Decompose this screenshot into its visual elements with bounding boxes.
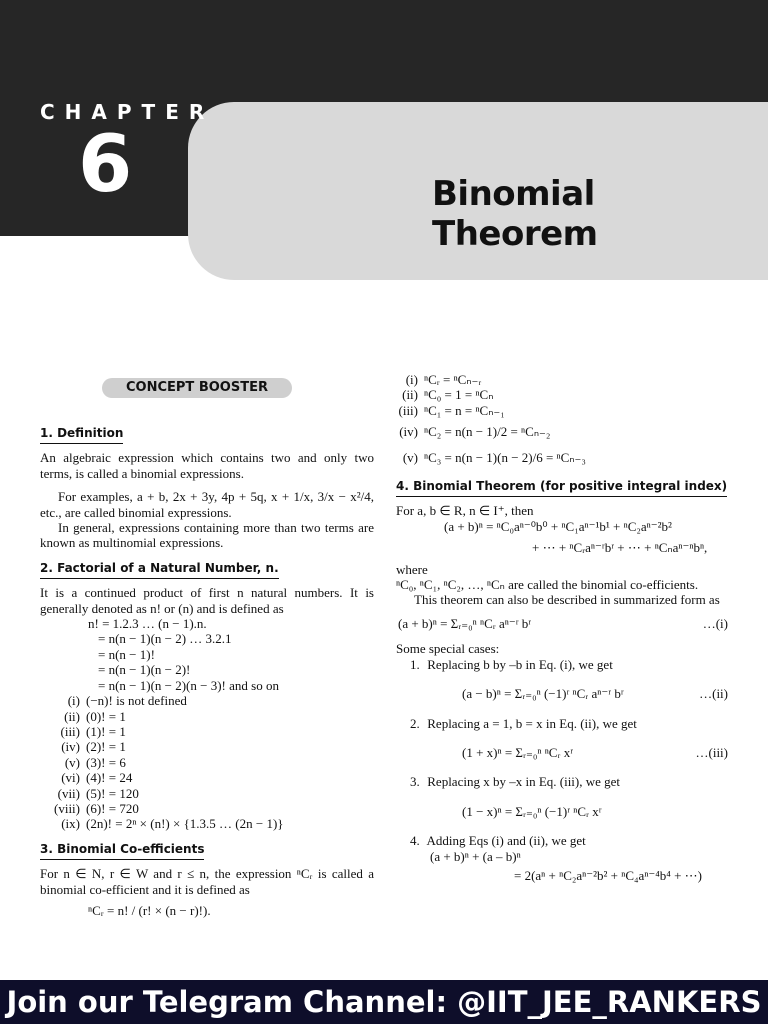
coefficient-definition-eq: ⁿCᵣ = n! / (r! × (n − r)!). [88,902,211,918]
section-coefficients-heading: 3. Binomial Co-efficients [40,842,204,860]
concept-booster-badge: CONCEPT BOOSTER [102,378,292,398]
definition-paragraph: An algebraic expression which contains two and only two terms, is called a binomial expressions. [40,450,374,481]
summary-note: This theorem can also be described in summarized form as [414,592,720,608]
equation-i [396,616,732,631]
equation-i-tag: …(i) [702,615,728,631]
case-number: 1. [410,656,420,672]
case-text: Replacing a = 1, b = x in Eq. (ii), we get [427,715,637,731]
chapter-title: Binomial Theorem [432,174,598,254]
equation-ii-tag: …(ii) [699,686,728,702]
right-column [396,372,732,883]
left-column [40,372,374,918]
special-case [396,716,732,761]
case-number: 3. [410,774,420,790]
factorial-eq: = n(n − 1)! [98,646,155,662]
where-label: where [396,561,428,577]
section-binomial-theorem-heading: 4. Binomial Theorem (for positive integral index) [396,479,727,497]
factorial-eq: = n(n − 1)(n − 2)(n − 3)! and so on [98,677,279,693]
list-item: (ii) (0)! = 1 [64,708,126,724]
chapter-label: CHAPTER [40,100,215,124]
list-item: (i) (−n)! is not defined [67,693,187,709]
case-number: 4. [410,833,420,849]
list-item: (vi) (4)! = 24 [61,770,133,786]
list-item: (v) ⁿC₃ = n(n − 1)(n − 2)/6 = ⁿCₙ₋₃ [402,449,586,465]
list-item: (vii) (5)! = 120 [57,785,139,801]
special-cases-label: Some special cases: [396,641,500,657]
list-item: (i) ⁿCᵣ = ⁿCₙ₋ᵣ [405,372,482,387]
factorial-eq: n! = 1.2.3 … (n − 1).n. [88,616,207,632]
examples-paragraph: For examples, a + b, 2x + 3y, 4p + 5q, x + 1/x, 3/x − x²/4, etc., are called binomial expressions. [40,489,374,520]
theorem-intro: For a, b ∈ R, n ∈ I⁺, then [396,503,534,519]
factorial-eq: = n(n − 1)(n − 2) … 3.2.1 [98,631,232,647]
factorial-paragraph: It is a continued product of first n natural numbers. It is generally denoted as n! or (n) and is defined as [40,585,374,616]
list-item: (v) (3)! = 6 [64,754,126,770]
coefficient-properties-list [396,372,732,465]
special-case [396,774,732,819]
equation-ii [396,686,732,701]
factorial-eq: = n(n − 1)(n − 2)! [98,662,191,678]
case-text: Adding Eqs (i) and (ii), we get [426,833,586,849]
coefficients-paragraph: For n ∈ N, r ∈ W and r ≤ n, the expression ⁿCᵣ is called a binomial co-efficient and it is defined as [40,866,374,897]
equation-case3 [396,804,732,819]
case-text: Replacing b by –b in Eq. (i), we get [427,656,613,672]
case4-eq-line1: (a + b)ⁿ + (a – b)ⁿ [430,848,521,864]
section-factorial-heading: 2. Factorial of a Natural Number, n. [40,561,279,579]
case4-eq-line2: = 2(aⁿ + ⁿC₂aⁿ⁻²b² + ⁿC₄aⁿ⁻⁴b⁴ + ⋯) [514,867,703,883]
list-item: (ix) (2n)! = 2ⁿ × (n!) × {1.3.5 … (2n − 1)} [61,816,284,832]
list-item: (ii) ⁿC₀ = 1 = ⁿCₙ [402,387,494,403]
list-item: (iv) (2)! = 1 [61,739,126,755]
multinomial-paragraph: In general, expressions containing more than two terms are known as multinomial expressions. [40,520,374,551]
case-text: Replacing x by –x in Eq. (iii), we get [427,774,621,790]
equation-iii-tag: …(iii) [695,744,728,760]
chapter-number: 6 [78,120,133,210]
equation-i-body: (a + b)ⁿ = Σᵣ₌₀ⁿ ⁿCᵣ aⁿ⁻ʳ bʳ [398,615,532,631]
coefficients-note: ⁿC₀, ⁿC₁, ⁿC₂, …, ⁿCₙ are called the binomial co-efficients. [396,577,699,593]
special-case [396,833,732,883]
equation-iii [396,745,732,760]
list-item: (iv) ⁿC₂ = n(n − 1)/2 = ⁿCₙ₋₂ [399,424,551,440]
factorial-equations [40,616,374,693]
list-item: (iii) ⁿC₁ = n = ⁿCₙ₋₁ [398,402,505,418]
equation-case3-body: (1 − x)ⁿ = Σᵣ₌₀ⁿ (−1)ʳ ⁿCᵣ xʳ [462,803,602,819]
section-definition-heading: 1. Definition [40,426,123,444]
equation-iii-body: (1 + x)ⁿ = Σᵣ₌₀ⁿ ⁿCᵣ xʳ [462,744,574,760]
list-item: (viii) (6)! = 720 [54,800,139,816]
special-case [396,657,732,702]
telegram-banner: Join our Telegram Channel: @IIT_JEE_RANKERS [0,980,768,1024]
list-item: (iii) (1)! = 1 [60,723,126,739]
case-number: 2. [410,715,420,731]
theorem-expansion-line1: (a + b)ⁿ = ⁿC₀aⁿ⁻⁰b⁰ + ⁿC₁aⁿ⁻¹b¹ + ⁿC₂aⁿ⁻²b² [444,518,672,534]
factorial-values-list [40,693,374,832]
equation-ii-body: (a − b)ⁿ = Σᵣ₌₀ⁿ (−1)ʳ ⁿCᵣ aⁿ⁻ʳ bʳ [462,686,624,702]
theorem-expansion-line2: + ⋯ + ⁿCᵣaⁿ⁻ʳbʳ + ⋯ + ⁿCₙaⁿ⁻ⁿbⁿ, [532,540,708,556]
